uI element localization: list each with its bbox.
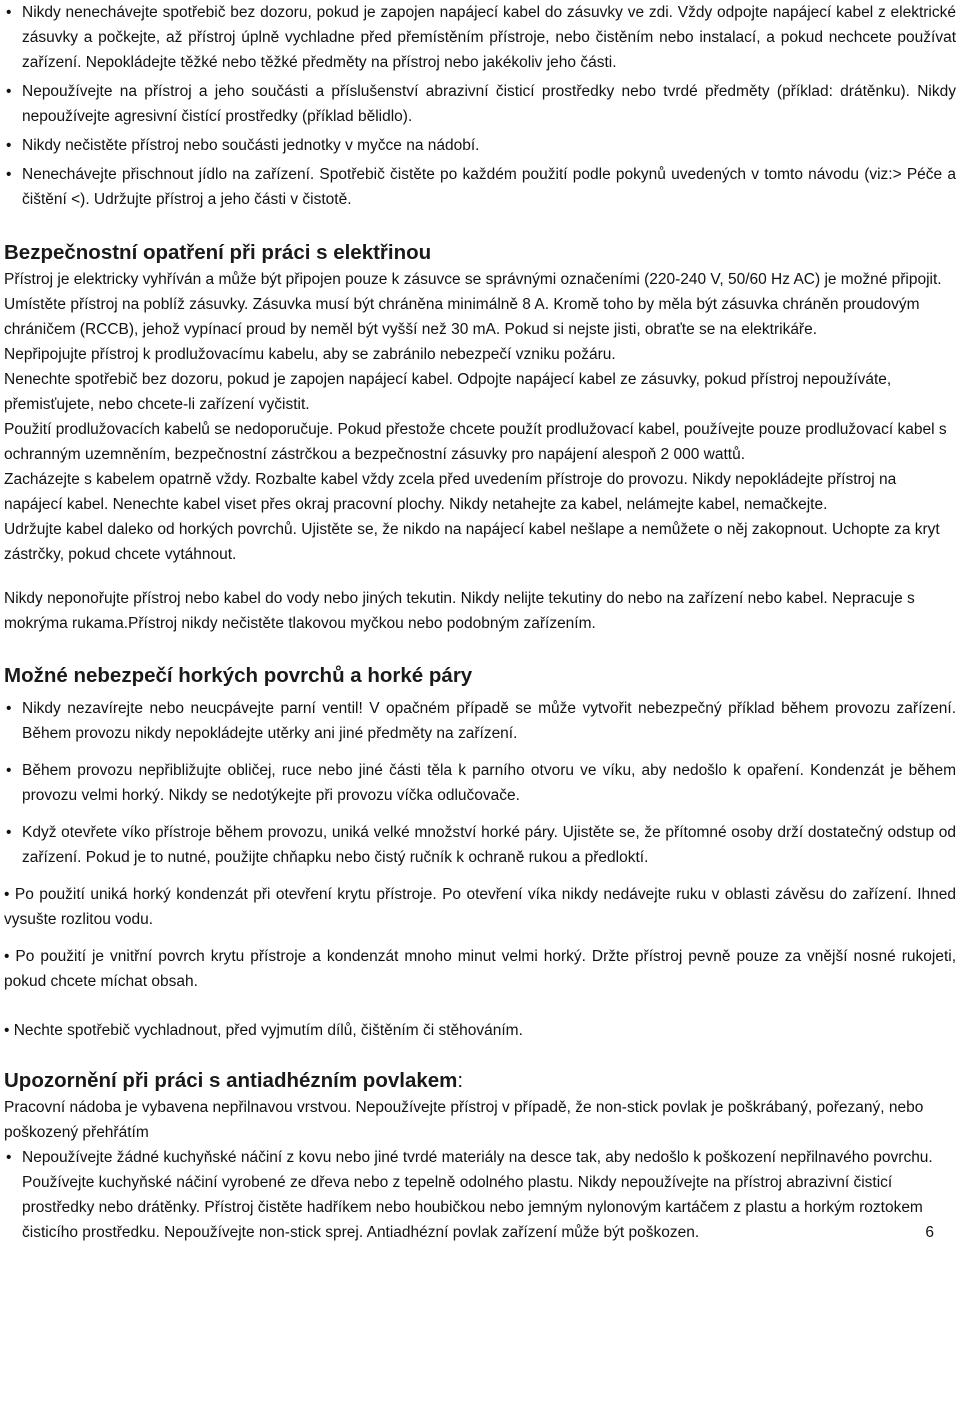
hot-surface-section (4, 662, 956, 1043)
list-item (4, 79, 956, 129)
list-item (4, 0, 956, 75)
list-item-text: Během provozu nepřibližujte obličej, ruce nebo jiné části těla k parního otvoru ve víku, aby nedošlo k opaření. Kondenzát je během provozu velmi horký. Nikdy se nedotýkejte při provozu víčka odlučovače. (22, 762, 956, 804)
bullet: • (6, 4, 12, 21)
nonstick-heading-text: Upozornění při práci s antiadhézním povlakem (4, 1069, 458, 1092)
list-item (4, 162, 956, 212)
bullet: • (6, 824, 12, 841)
bullet: • (6, 762, 12, 779)
list-item (4, 882, 956, 932)
list-item (4, 1145, 956, 1245)
electric-paragraph: Použití prodlužovacích kabelů se nedoporučuje. Pokud přestože chcete použít prodlužovací kabel, používejte pouze prodlužovací kabel s ochranným uzemněním, bezpečnostní zástrčkou a bezpečnostní zásuvky pro napájení alespoň 2 000 wattů. (4, 421, 947, 463)
electric-paragraph: Nepřipojujte přístroj k prodlužovacímu kabelu, aby se zabránilo nebezpečí vzniku požáru. (4, 346, 616, 363)
list-item (4, 696, 956, 746)
nonstick-intro: Pracovní nádoba je vybavena nepřilnavou vrstvou. Nepoužívejte přístroj v případě, že non-stick povlak je poškrábaný, pořezaný, nebo poškozený přehřátím (4, 1099, 924, 1141)
hot-surface-heading: Možné nebezpečí horkých povrchů a horké páry (4, 664, 473, 687)
list-item (4, 133, 956, 158)
bullet: • (6, 1149, 12, 1166)
list-item-text: Nepoužívejte žádné kuchyňské náčiní z kovu nebo jiné tvrdé materiály na desce tak, aby nedošlo k poškození nepřilnavého povrchu. Používejte kuchyňské náčiní vyrobené ze dřeva nebo z tepelně odolného plastu. Nikdy nepoužívejte na přístroj abrazivní čisticí prostředky nebo drátěnky. Přístroj čistěte hadříkem nebo houbičkou nebo jemným nylonovým kartáčem z plastu a horkým roztokem čisticího prostředku. Nepoužívejte non-stick sprej. Antiadhézní povlak zařízení může být poškozen. (22, 1149, 933, 1241)
list-item-text: Nikdy nenechávejte spotřebič bez dozoru, pokud je zapojen napájecí kabel do zásuvky ve zdi. Vždy odpojte napájecí kabel z elektrické zásuvky a počkejte, až přístroj úplně vychladne před přemístěním přístroje, nebo čistěním nebo instalací, a pokud nechcete používat zařízení. Nepokládejte těžké nebo těžké předměty na přístroj nebo jakékoliv jeho části. (22, 4, 956, 71)
list-item-text: Nepoužívejte na přístroj a jeho součásti a příslušenství abrazivní čisticí prostředky nebo tvrdé předměty (příklad: drátěnku). Nikdy nepoužívejte agresivní čistící prostředky (příklad bělidlo). (22, 83, 956, 125)
nonstick-list (4, 1145, 956, 1245)
electric-paragraph: Přístroj je elektricky vyhříván a může být připojen pouze k zásuvce se správnými označeními (220-240 V, 50/60 Hz AC) je možné připojit. Umístěte přístroj na poblíž zásuvky. Zásuvka musí být chráněna minimálně 8 A. Kromě toho by měla být zásuvka chráněn proudovým chráničem (RCCB), jehož vypínací proud by neměl být vyšší než 30 mA. Pokud si nejste jisti, obraťte se na elektrikáře. (4, 271, 942, 338)
list-item (4, 820, 956, 870)
bullet: • (6, 166, 12, 183)
list-item-text: Po použití je vnitřní povrch krytu přístroje a kondenzát mnoho minut velmi horký. Držte přístroj pevně pouze za vnější nosné rukojeti, pokud chcete míchat obsah. (4, 948, 956, 990)
bullet: • (6, 700, 12, 717)
list-item (4, 758, 956, 808)
list-item-text: Nikdy nečistěte přístroj nebo součásti jednotky v myčce na nádobí. (22, 137, 480, 154)
list-item-text: Po použití uniká horký kondenzát při otevření krytu přístroje. Po otevření víka nikdy nedávejte ruku v oblasti závěsu do zařízení. Ihned vysušte rozlitou vodu. (4, 886, 956, 928)
list-item-text: Nikdy nezavírejte nebo neucpávejte parní ventil! V opačném případě se může vytvořit nebezpečný příklad během provozu zařízení. Během provozu nikdy nepokládejte utěrky ani jiné předměty na zařízení. (22, 700, 956, 742)
list-item-text: Nenechávejte přischnout jídlo na zařízení. Spotřebič čistěte po každém použití podle pokynů uvedených v tomto návodu (viz:> Péče a čištění <). Udržujte přístroj a jeho části v čistotě. (22, 166, 956, 208)
page-number: 6 (925, 1224, 934, 1241)
general-safety-list (4, 0, 956, 212)
list-item (4, 944, 956, 994)
bullet: • (6, 137, 12, 154)
electric-safety-heading: Bezpečnostní opatření při práci s elektřinou (4, 241, 432, 264)
bullet: • (4, 886, 15, 903)
electric-safety-section (4, 239, 956, 636)
bullet: • (4, 948, 16, 965)
electric-paragraph: Nikdy neponořujte přístroj nebo kabel do vody nebo jiných tekutin. Nikdy nelijte tekutiny do nebo na zařízení nebo kabel. Nepracuje s mokrýma rukama.Přístroj nikdy nečistěte tlakovou myčkou nebo podobným zařízením. (4, 590, 915, 632)
nonstick-heading-colon: : (457, 1069, 464, 1092)
bullet: • (4, 1022, 14, 1039)
hot-surface-list (4, 696, 956, 1043)
list-item-text: Když otevřete víko přístroje během provozu, uniká velké množství horké páry. Ujistěte se, že přítomné osoby drží dostatečný odstup od zařízení. Pokud je to nutné, použijte chňapku nebo čistý ručník k ochraně rukou a předloktí. (22, 824, 956, 866)
bullet: • (6, 83, 12, 100)
electric-paragraph: Zacházejte s kabelem opatrně vždy. Rozbalte kabel vždy zcela před uvedením přístroje do provozu. Nikdy nepokládejte přístroj na napájecí kabel. Nenechte kabel viset přes okraj pracovní plochy. Nikdy netahejte za kabel, nelámejte kabel, nemačkejte. (4, 471, 897, 513)
manual-page (4, 0, 956, 1245)
list-item-text: Nechte spotřebič vychladnout, před vyjmutím dílů, čištěním či stěhováním. (13, 1022, 523, 1039)
electric-paragraph: Udržujte kabel daleko od horkých povrchů. Ujistěte se, že nikdo na napájecí kabel nešlape a nemůžete o něj zakopnout. Uchopte za kryt zástrčky, pokud chcete vytáhnout. (4, 521, 940, 563)
electric-paragraph: Nenechte spotřebič bez dozoru, pokud je zapojen napájecí kabel. Odpojte napájecí kabel ze zásuvky, pokud přístroj nepoužíváte, přemisťujete, nebo chcete-li zařízení vyčistit. (4, 371, 892, 413)
list-item (4, 1018, 956, 1043)
nonstick-section (4, 1067, 956, 1245)
nonstick-heading (4, 1067, 956, 1095)
